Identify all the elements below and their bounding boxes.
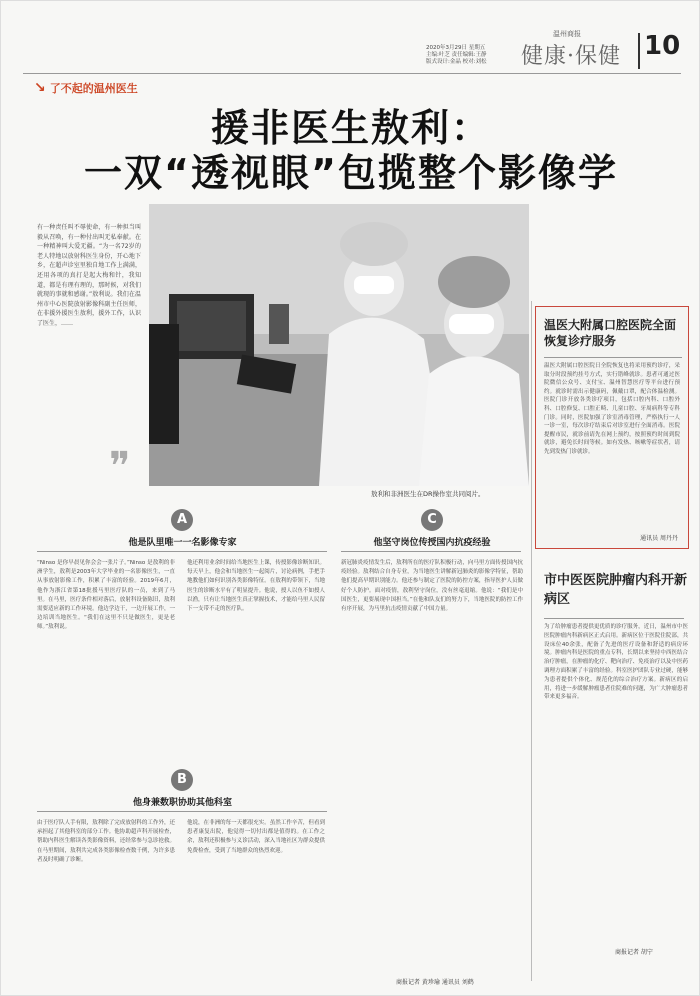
meta-line-design: 版式设计:金晶 校对:刘松 xyxy=(426,59,487,65)
sidebar2-title: 市中医医院肿瘤内科开新病区 xyxy=(544,573,688,607)
quote-icon: ❞ xyxy=(109,444,131,490)
section-c-icon: C xyxy=(421,509,443,531)
kicker xyxy=(34,80,138,96)
section-c-col: 新冠肺炎疫情发生后，敖利所在的医疗队积极行动，向马里方面传授国内抗疫经验。敖利结合自身专业，为当地医生讲解新冠肺炎的影像学特征，帮助他们提高早期识别能力。他还参与制定了医院的防控方案，指导医护人员做好个人防护。面对疫情，敖利坚守岗位，没有丝毫退缩。他说：“我们是中国医生，更要展现中国担当。”在他和队友们的努力下，当地医院的防控工作有序开展，为马里抗击疫情贡献了中国力量。 xyxy=(341,560,523,613)
meta-line-editors: 主编:叶芝 责任编辑:王静 xyxy=(426,52,487,58)
section-c-title: 他坚守岗位传授国内抗疫经验 xyxy=(373,538,491,548)
headline-line2: 一双“透视眼”包揽整个影像学 xyxy=(84,151,618,195)
section-b-icon: B xyxy=(171,769,193,791)
photo-illustration xyxy=(149,204,529,486)
header-rule xyxy=(23,73,681,74)
sidebar2-byline: 商报记者 胡宁 xyxy=(615,949,653,956)
arrow-icon: ↘ xyxy=(34,80,46,96)
header-meta xyxy=(426,45,526,66)
section-c-rule xyxy=(341,551,521,552)
section-a-col-right: 他还利用业余时间给当地医生上课，传授影像诊断知识。每天早上，他会和当地医生一起阅片，讨论病例，手把手地教他们如何识别各类影像特征。在敖利的带领下，当地医生的诊断水平有了明显提升。他说，授人以鱼不如授人以渔，只有让当地医生真正掌握技术，才能给马里人民留下一支带不走的医疗队。 xyxy=(187,560,325,613)
headline-line1: 援非医生敖利： xyxy=(210,106,491,150)
page-number: 10 xyxy=(644,31,681,61)
section-a-col-left: “Ninso 是你早晨见你会会一张片子。”Ninso 是敖利的非洲学生，敖利是2003年大学毕业的一名影像医生，一直从事放射影像工作，积累了丰富的经验。2019年6月，他作为浙江省第18批援马里医疗队的一员，来到了马里。在马里，医疗条件相对落后，放射科设备陈旧，敖利需要适应新的工作环境。他边学边干，一边开展工作，一边培训当地医生。“我们在这里不只是做医生，更是老师。”敖利说。 xyxy=(37,560,175,631)
sidebar2-body: 为了给肿瘤患者提供更优质的诊疗服务，近日，温州市中医医院肿瘤内科新病区正式启用。新病区位于医院住院部，共设床位40余张，配备了先进的医疗设备和舒适的病房环境。肿瘤内科是医院的重点专科，长期以来坚持中西医结合治疗肿瘤，在肿瘤的化疗、靶向治疗、免疫治疗以及中医药调理方面积累了丰富的经验。科室医护团队专业过硬，能够为患者提供个体化、规范化的综合治疗方案。新病区的启用，将进一步缓解肿瘤患者住院难的问题，为广大肿瘤患者带来更多福音。 xyxy=(544,624,688,701)
sidebar-rule xyxy=(544,357,682,358)
section-b-col-right: 他说，在非洲的每一天都很充实。虽然工作辛苦，但看到患者康复出院，他觉得一切付出都是值得的。在工作之余，敖利还积极参与义诊活动，深入当地社区为群众提供免费检查，受到了当地群众的热烈欢迎。 xyxy=(187,820,325,854)
sidebar2-rule xyxy=(544,618,684,619)
article-bylines: 商报记者 黄珍瑜 通讯员 刘鹤 xyxy=(396,979,474,986)
section-b-rule xyxy=(37,811,327,812)
header-divider xyxy=(638,33,640,69)
sidebar-byline: 通讯员 周丹丹 xyxy=(640,535,678,542)
sidebar-title: 温医大附属口腔医院全面恢复诊疗服务 xyxy=(544,318,677,348)
section-a-rule xyxy=(37,551,327,552)
meta-line-date: 2020年3月29日 星期五 xyxy=(426,45,486,51)
section-b-title: 他身兼数职协助其他科室 xyxy=(132,798,232,808)
paper-name: 温州商报 xyxy=(553,30,581,38)
section-name: 健康·保健 xyxy=(521,44,621,69)
article-photo xyxy=(149,204,529,486)
kicker-text: 了不起的温州医生 xyxy=(49,82,138,95)
photo-caption: 敖利和非洲医生在DR操作室共同阅片。 xyxy=(371,490,485,498)
sidebar-body: 温医大附属口腔医院日全院恢复也将采用预约诊疗，采取分时段预约挂号方式，实行错峰就诊。患者可通过医院微信公众号、支付宝、温州智慧医疗等平台进行预约。就诊时需出示健康码，佩戴口罩，配合体温检测。医院门诊开放各类诊疗项目，包括口腔内科、口腔外科、口腔修复、口腔正畸、儿童口腔、牙周病科等专科门诊。同时，医院加强了诊室消毒管理，严格执行一人一诊一室，每次诊疗结束后对诊室进行全面消毒。医院提醒市民，就诊前请先在网上预约，按照预约时间到院就诊，避免长时间等候。如有发热、咳嗽等症状者，请先到发热门诊就诊。 xyxy=(544,363,680,455)
section-b-col-left: 由于医疗队人手有限，敖利除了完成放射科的工作外，还承担起了其他科室的部分工作。他协助超声科开展检查，帮助内科医生解读各类影像资料，还经常参与急诊抢救。在马里期间，敖利共完成各类影像检查数千例，为许多患者及时明确了诊断。 xyxy=(37,820,175,863)
section-a-title: 他是队里唯一一名影像专家 xyxy=(128,538,237,548)
column-divider xyxy=(531,301,532,981)
sidebar-news-box xyxy=(535,306,689,549)
section-a-icon: A xyxy=(171,509,193,531)
intro-text: 有一种责任叫不辱使命，有一种担当叫毅从召唤，有一种付出叫无私奉献。在一种精神叫大爱无疆。“为一名72岁的老人特地以放射科医生身份，开心地下乡，在超声诊室里独自地工作上满满，还用各项的真打是起大梅和针，我知道，都是有理有理的，那时候，对我们就现的事就和感谢。”敖利说。我们在温州市中心医院放射影像科副主任医师，在非援外援医生敖利，援外工作，认识了医生，…… xyxy=(37,224,141,327)
